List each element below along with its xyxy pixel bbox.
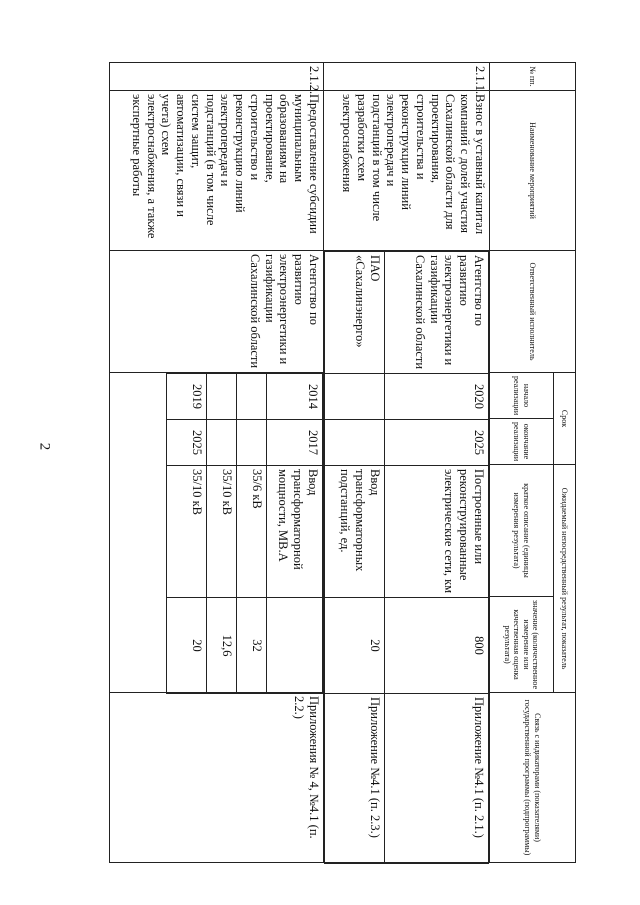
row-name: Взнос в уставный капитал компаний с долей участия Сахалинской области для проектирования, строительства и реконструкции линий электропередач и подстанций в том числе разработки схем электроснабжения (324, 91, 490, 251)
executor-cell: Агентство по развитию электроэнергетики и газификации Сахалинской области (385, 252, 489, 374)
table-row (324, 63, 490, 863)
row-number: 2.1.2. (110, 63, 324, 91)
result-value-cell: 12,6 (207, 598, 237, 694)
row-lines-inner (166, 373, 323, 694)
measures-table (109, 62, 576, 863)
executor-cell: ПАО «Сахалинэнерго» (325, 252, 385, 374)
row-name: Предоставление субсидии муниципальным образованиям на проектирование, строительство и реконструкцию линий электропередач и подстанций (в том числе систем защит, автоматизации, связи и учета) схем электроснабжения, а также экспертные работы (110, 91, 324, 251)
term-start-cell (237, 374, 267, 420)
line-row (167, 374, 207, 694)
result-value-cell (267, 598, 323, 694)
term-start-cell: 2014 (267, 374, 323, 420)
header-term: Срок (554, 373, 576, 465)
header-term-end: окончание реализации (490, 419, 554, 465)
result-desc-cell: 35/10 кВ (207, 466, 237, 598)
row-blocks-inner (324, 251, 489, 864)
result-desc-cell: 35/10 кВ (167, 466, 207, 598)
rotated-page (76, 62, 576, 862)
header-name: Наименование мероприятий (490, 91, 576, 251)
executor-cell: Агентство по развитию электроэнергетики и газификации Сахалинской области (110, 251, 324, 373)
block-row (325, 252, 385, 864)
term-end-cell (237, 420, 267, 466)
result-desc-cell: Ввод трансформаторной мощности, МВ.А (267, 466, 323, 598)
header-no: № пп. (490, 63, 576, 91)
term-end-cell: 2025 (385, 420, 489, 466)
link-cell: Приложение №4.1 (п. 2.3.) (325, 694, 385, 864)
term-start-cell: 2019 (167, 374, 207, 420)
row-blocks (324, 251, 490, 863)
result-desc-cell: Ввод трансформаторных подстанций, ед. (325, 466, 385, 598)
row-lines (110, 373, 324, 693)
term-end-cell (325, 420, 385, 466)
result-value-cell: 20 (167, 598, 207, 694)
header-executor: Ответственный исполнитель (490, 251, 576, 373)
term-end-cell (207, 420, 237, 466)
header-result: Ожидаемый непосредственный результат, показатель (554, 465, 576, 693)
block-row (385, 252, 489, 864)
line-row (207, 374, 237, 694)
header-result-value: значение (количественное измерение или качественная оценка результата) (490, 597, 554, 693)
header-term-start: начало реализации (490, 373, 554, 419)
term-start-cell (207, 374, 237, 420)
row-number: 2.1.1. (324, 63, 490, 91)
header-link: Связь с индикаторами (показателями) государственной программы (подпрограммы) (490, 693, 576, 863)
header-result-desc: краткое описание (единицы измерения результата) (490, 465, 554, 597)
term-start-cell: 2020 (385, 374, 489, 420)
result-value-cell: 800 (385, 598, 489, 694)
result-value-cell: 32 (237, 598, 267, 694)
page-number: 2 (36, 442, 53, 451)
result-desc-cell: 35/6 кВ (237, 466, 267, 598)
term-end-cell: 2025 (167, 420, 207, 466)
line-row (237, 374, 267, 694)
line-row (267, 374, 323, 694)
term-end-cell: 2017 (267, 420, 323, 466)
result-value-cell: 20 (325, 598, 385, 694)
term-start-cell (325, 374, 385, 420)
link-cell: Приложение №4.1 (п. 2.1.) (385, 694, 489, 864)
table-row (110, 63, 324, 863)
result-desc-cell: Построенные или реконструированные электрические сети, км (385, 466, 489, 598)
link-cell: Приложения № 4, №4.1 (п. 2.2.) (110, 693, 324, 863)
